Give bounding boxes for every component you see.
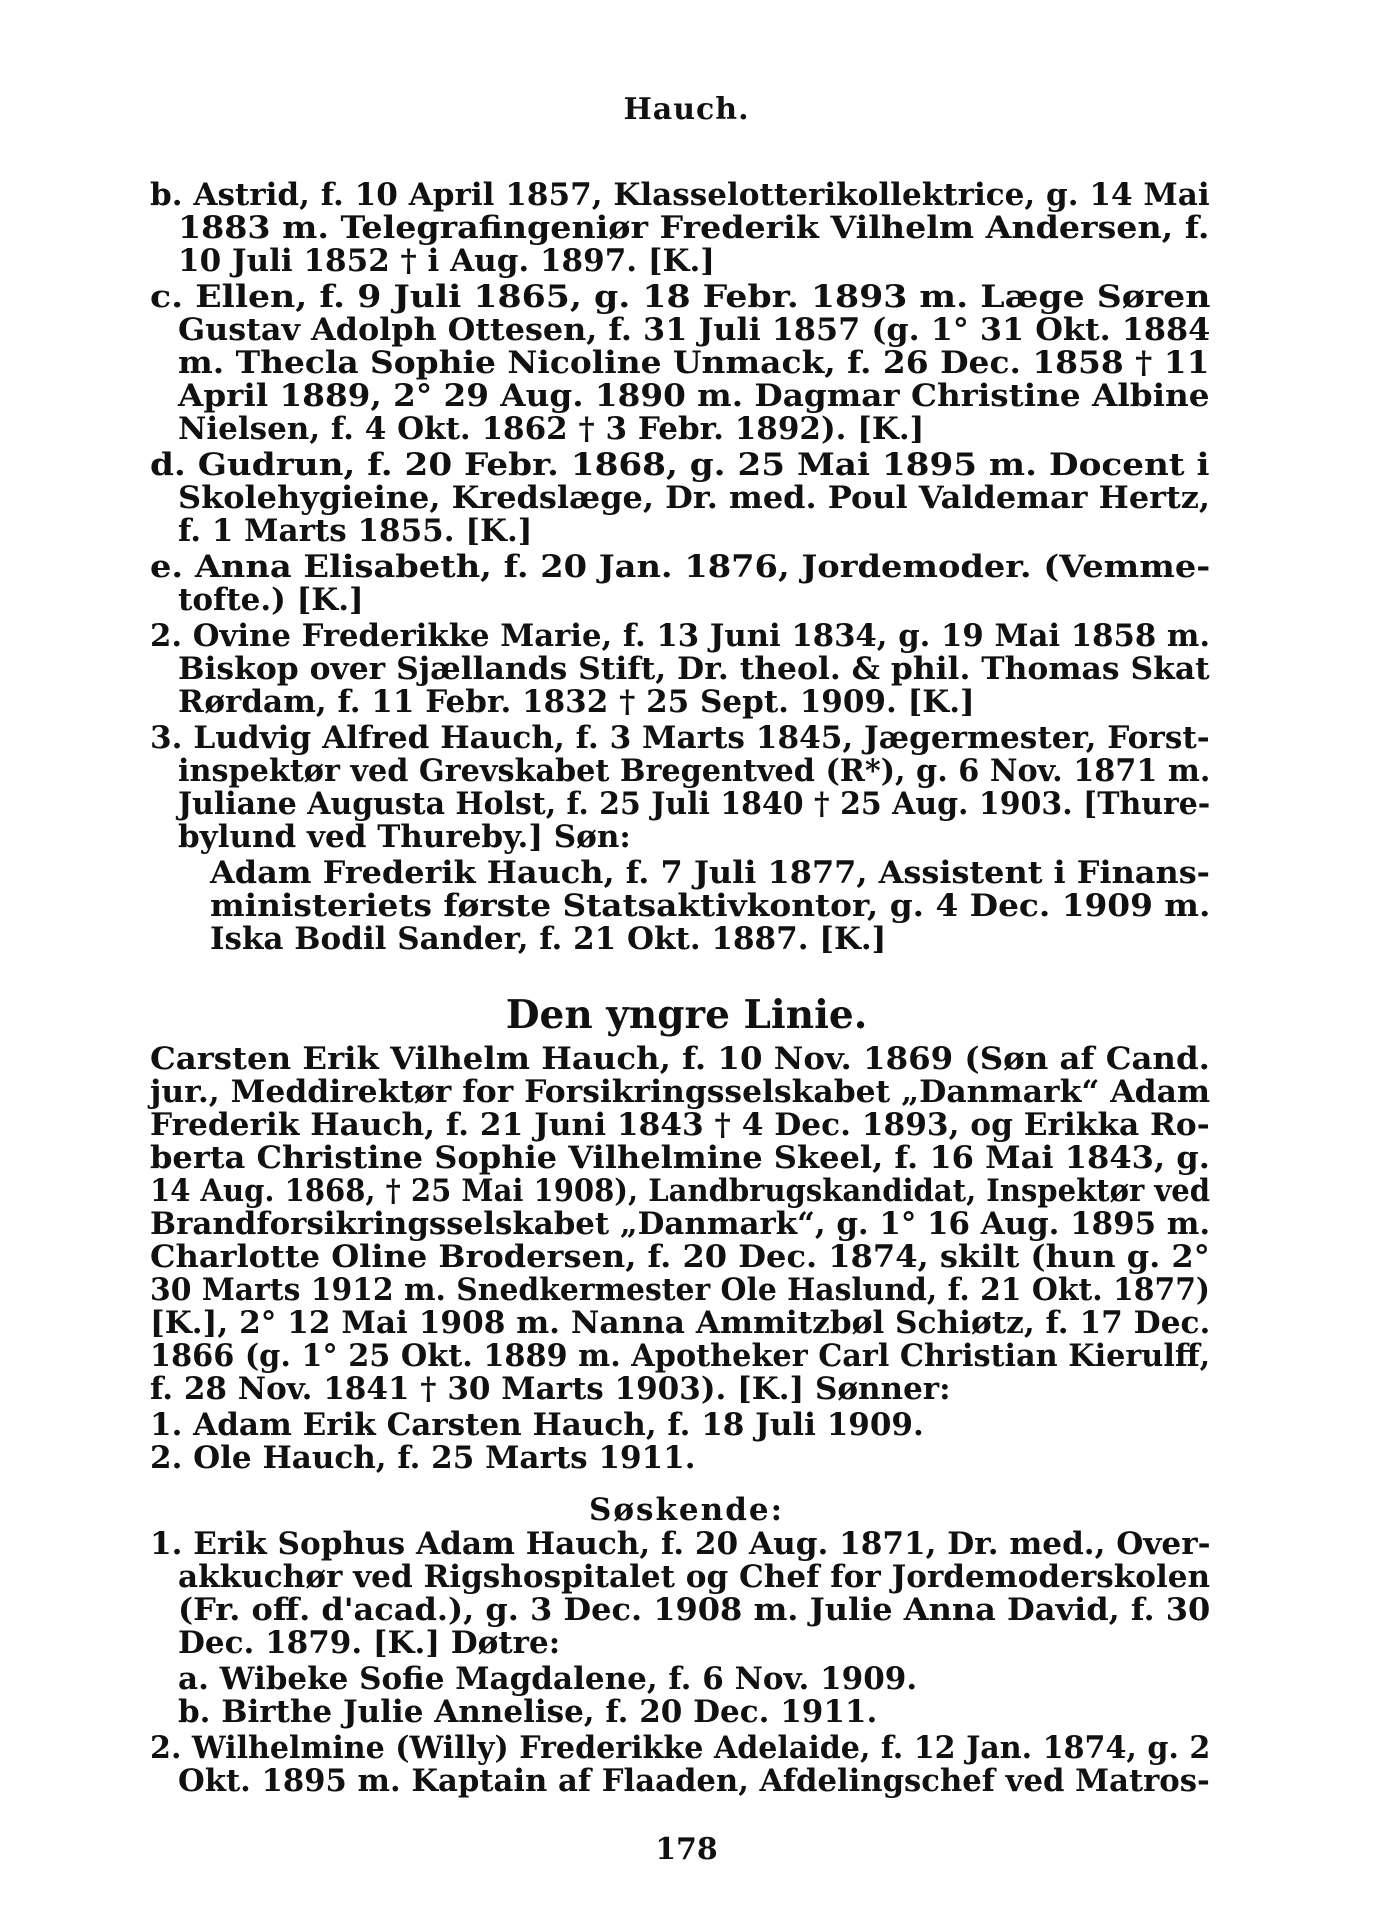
text-line: 1866 (g. 1° 25 Okt. 1889 m. Apotheker Carl Christian Kierulff, xyxy=(150,1338,1211,1374)
text-line: f. 1 Marts 1855. [K.] xyxy=(178,513,533,549)
page-number: 178 xyxy=(655,1832,718,1867)
text-line: 2. Ole Hauch, f. 25 Marts 1911. xyxy=(150,1440,696,1476)
text-line: b. Astrid, f. 10 April 1857, Klasselotterikollektrice, g. 14 Mai xyxy=(150,177,1210,213)
text-line: April 1889, 2° 29 Aug. 1890 m. Dagmar Christine Albine xyxy=(178,378,1210,414)
text-line: (Fr. off. d'acad.), g. 3 Dec. 1908 m. Julie Anna David, f. 30 xyxy=(178,1592,1211,1628)
text-line: Biskop over Sjællands Stift, Dr. theol. & phil. Thomas Skat xyxy=(178,651,1210,687)
text-line: Rørdam, f. 11 Febr. 1832 † 25 Sept. 1909. [K.] xyxy=(178,684,975,720)
text-line: Frederik Hauch, f. 21 Juni 1843 † 4 Dec. 1893, og Erikka Ro- xyxy=(150,1107,1210,1143)
text-line: m. Thecla Sophie Nicoline Unmack, f. 26 Dec. 1858 † 11 xyxy=(178,345,1210,381)
text-line: 1. Adam Erik Carsten Hauch, f. 18 Juli 1909. xyxy=(150,1407,924,1443)
text-line: Nielsen, f. 4 Okt. 1862 † 3 Febr. 1892). [K.] xyxy=(178,411,925,447)
text-line: Iska Bodil Sander, f. 21 Okt. 1887. [K.] xyxy=(210,921,887,957)
text-line: [K.], 2° 12 Mai 1908 m. Nanna Ammitzbøl Schiøtz, f. 17 Dec. xyxy=(150,1305,1211,1341)
text-line: 1. Erik Sophus Adam Hauch, f. 20 Aug. 1871, Dr. med., Over- xyxy=(150,1526,1211,1562)
text-line: a. Wibeke Sofie Magdalene, f. 6 Nov. 1909. xyxy=(178,1661,918,1697)
text-line: Skolehygieine, Kredslæge, Dr. med. Poul Valdemar Hertz, xyxy=(178,480,1211,516)
subheading: Søskende: xyxy=(588,1492,785,1528)
text-line: Juliane Augusta Holst, f. 25 Juli 1840 † 25 Aug. 1903. [Thure- xyxy=(178,786,1211,822)
text-line: berta Christine Sophie Vilhelmine Skeel, f. 16 Mai 1843, g. xyxy=(150,1140,1210,1176)
text-line: bylund ved Thureby.] Søn: xyxy=(178,819,631,855)
text-line: 30 Marts 1912 m. Snedkermester Ole Haslund, f. 21 Okt. 1877) xyxy=(150,1272,1211,1308)
text-line: Dec. 1879. [K.] Døtre: xyxy=(178,1625,561,1661)
text-line: Carsten Erik Vilhelm Hauch, f. 10 Nov. 1869 (Søn af Cand. xyxy=(150,1041,1210,1077)
text-line: inspektør ved Grevskabet Bregentved (R*), g. 6 Nov. 1871 m. xyxy=(178,753,1211,789)
text-line: f. 28 Nov. 1841 † 30 Marts 1903). [K.] Sønner: xyxy=(150,1371,951,1407)
text-line: Gustav Adolph Ottesen, f. 31 Juli 1857 (g. 1° 31 Okt. 1884 xyxy=(178,312,1211,348)
text-line: 14 Aug. 1868, † 25 Mai 1908), Landbrugskandidat, Inspektør ved xyxy=(150,1173,1210,1209)
text-line: e. Anna Elisabeth, f. 20 Jan. 1876, Jordemoder. (Vemme- xyxy=(150,549,1211,585)
text-line: Okt. 1895 m. Kaptain af Flaaden, Afdelingschef ved Matros- xyxy=(178,1763,1210,1799)
text-line: jur., Meddirektør for Forsikringsselskabet „Danmark“ Adam xyxy=(150,1074,1211,1110)
section-heading: Den yngre Linie. xyxy=(505,992,868,1038)
text-line: b. Birthe Julie Annelise, f. 20 Dec. 1911. xyxy=(178,1694,878,1730)
text-line: 3. Ludvig Alfred Hauch, f. 3 Marts 1845, Jægermester, Forst- xyxy=(150,720,1210,756)
page-header: Hauch. xyxy=(623,92,750,127)
text-line: Charlotte Oline Brodersen, f. 20 Dec. 1874, skilt (hun g. 2° xyxy=(150,1239,1210,1275)
text-line: Adam Frederik Hauch, f. 7 Juli 1877, Assistent i Finans- xyxy=(210,855,1210,891)
text-line: c. Ellen, f. 9 Juli 1865, g. 18 Febr. 1893 m. Læge Søren xyxy=(150,279,1211,315)
text-line: Brandforsikringsselskabet „Danmark“, g. 1° 16 Aug. 1895 m. xyxy=(150,1206,1211,1242)
text-line: d. Gudrun, f. 20 Febr. 1868, g. 25 Mai 1895 m. Docent i xyxy=(150,447,1210,483)
text-line: tofte.) [K.] xyxy=(178,582,364,618)
text-line: akkuchør ved Rigshospitalet og Chef for Jordemoderskolen xyxy=(178,1559,1211,1595)
text-line: 1883 m. Telegrafingeniør Frederik Vilhelm Andersen, f. xyxy=(178,210,1210,246)
text-line: 10 Juli 1852 † i Aug. 1897. [K.] xyxy=(178,243,715,279)
text-line: ministeriets første Statsaktivkontor, g. 4 Dec. 1909 m. xyxy=(210,888,1211,924)
text-line: 2. Ovine Frederikke Marie, f. 13 Juni 1834, g. 19 Mai 1858 m. xyxy=(150,618,1211,654)
text-line: 2. Wilhelmine (Willy) Frederikke Adelaide, f. 12 Jan. 1874, g. 2 xyxy=(150,1730,1211,1766)
